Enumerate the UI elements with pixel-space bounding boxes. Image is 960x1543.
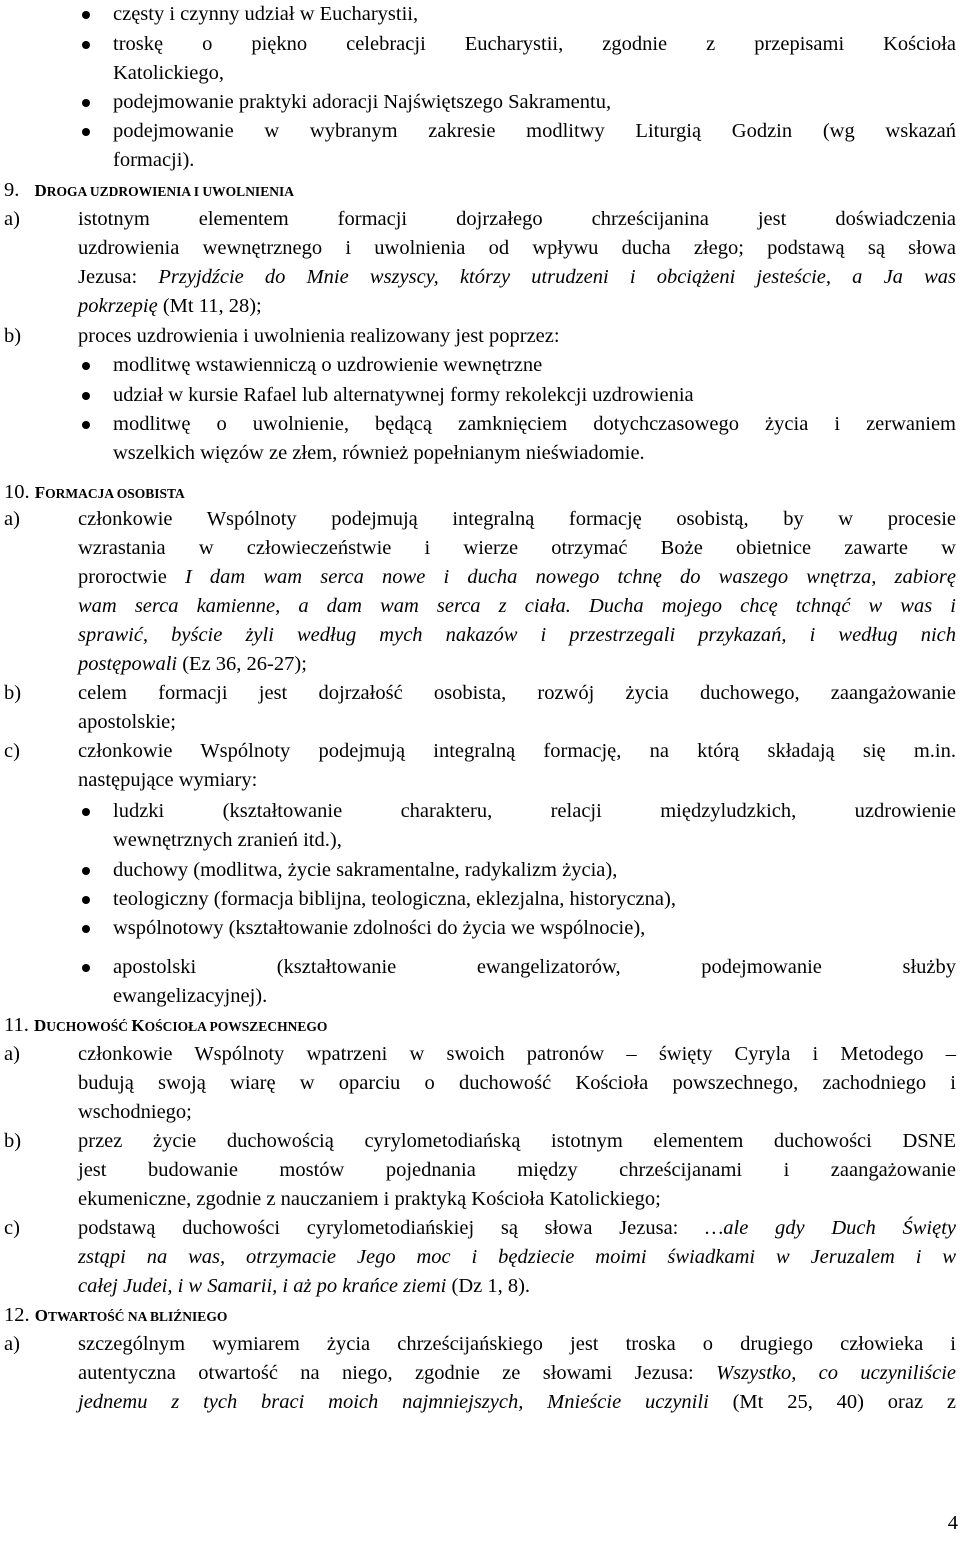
heading-rest: ROGA UZDROWIENIA I UWOLNIENIA [46, 184, 294, 199]
bullet-icon [82, 421, 90, 429]
paragraph-line: następujące wymiary: [78, 769, 258, 791]
paragraph-line: wzrastania w człowieczeństwie i wierze otrzymać Boże obietnice zawarte w [78, 537, 956, 559]
bullet-text: apostolski (kształtowanie ewangelizatorów, podejmowanie służby [113, 956, 956, 978]
paragraph-line: podstawą duchowości cyrylometodiańskiej są słowa Jezusa: …ale gdy Duch Święty [78, 1217, 956, 1239]
bullet-text: modlitwę o uwolnienie, będącą zamknięciem dotychczasowego życia i zerwaniem [113, 413, 956, 435]
bullet-icon [82, 392, 90, 400]
paragraph-line: członkowie Wspólnoty podejmują integralną formację, na którą składają się m.in. [78, 740, 956, 762]
heading-rest: TWARTOŚĆ NA BLIŹNIEGO [47, 1309, 228, 1324]
paragraph-line: wschodniego; [78, 1101, 192, 1123]
section-heading-11 [4, 1011, 327, 1041]
paragraph-line: pokrzepię (Mt 11, 28); [78, 295, 262, 317]
bullet-text-cont: wszelkich więzów ze złem, również popełnianym nieświadomie. [113, 442, 645, 464]
heading-initial: D [34, 181, 47, 200]
bullet-text-cont: Katolickiego, [113, 62, 225, 84]
bullet-text: udział w kursie Rafael lub alternatywnej formy rekolekcji uzdrowienia [113, 384, 694, 406]
bullet-text: teologiczny (formacja biblijna, teologiczna, eklezjalna, historyczna), [113, 888, 676, 910]
heading-rest: ORMACJA OSOBISTA [45, 486, 185, 501]
item-label: a) [4, 1333, 20, 1355]
paragraph-line: celem formacji jest dojrzałość osobista, rozwój życia duchowego, zaangażowanie [78, 682, 956, 704]
paragraph-line: budują swoją wiarę w oparciu o duchowość Kościoła powszechnego, zachodniego i [78, 1072, 956, 1094]
heading-initial: K [131, 1016, 145, 1035]
paragraph-line: ekumeniczne, zgodnie z nauczaniem i praktyką Kościoła Katolickiego; [78, 1188, 661, 1210]
section-number: 10. [4, 481, 30, 503]
item-label: a) [4, 1043, 20, 1065]
item-label: a) [4, 208, 20, 230]
bullet-icon [82, 925, 90, 933]
paragraph-line: członkowie Wspólnoty podejmują integralną formację osobistą, by w procesie [78, 508, 956, 530]
heading-rest: OŚCIOŁA POWSZECHNEGO [144, 1019, 328, 1034]
paragraph-line: członkowie Wspólnoty wpatrzeni w swoich patronów – święty Cyryla i Metodego – [78, 1043, 956, 1065]
bullet-icon [82, 867, 90, 875]
bullet-icon [82, 41, 90, 49]
item-label: c) [4, 1217, 20, 1239]
paragraph-line: wam serca kamienne, a dam wam serca z ciała. Ducha mojego chcę tchnąć w was i [78, 595, 956, 617]
bullet-icon [82, 99, 90, 107]
paragraph-line: przez życie duchowością cyrylometodiańską istotnym elementem duchowości DSNE [78, 1130, 956, 1152]
paragraph-line: postępowali (Ez 36, 26-27); [78, 653, 307, 675]
section-heading-9 [4, 176, 294, 206]
paragraph-line: szczególnym wymiarem życia chrześcijańskiego jest troska o drugiego człowieka i [78, 1333, 956, 1355]
section-heading-10 [4, 478, 185, 508]
section-number: 12. [4, 1304, 30, 1326]
bullet-text: podejmowanie praktyki adoracji Najświętszego Sakramentu, [113, 91, 612, 113]
bullet-icon [82, 808, 90, 816]
paragraph-line: sprawić, byście żyli według mych nakazów i przestrzegali przykazań, i według nich [78, 624, 956, 646]
bullet-icon [82, 896, 90, 904]
item-label: a) [4, 508, 20, 530]
bullet-text-cont: wewnętrznych zranień itd.), [113, 829, 342, 851]
bullet-text-cont: formacji). [113, 149, 195, 171]
heading-initial: D [34, 1016, 47, 1035]
item-label: c) [4, 740, 20, 762]
bullet-icon [82, 964, 90, 972]
paragraph-line: proces uzdrowienia i uwolnienia realizowany jest poprzez: [78, 325, 560, 347]
heading-initial: O [34, 1306, 48, 1325]
item-label: b) [4, 1130, 22, 1152]
bullet-text: podejmowanie w wybranym zakresie modlitwy Liturgią Godzin (wg wskazań [113, 120, 956, 142]
section-heading-12 [4, 1301, 227, 1331]
paragraph-line: uzdrowienia wewnętrznego i uwolnienia od wpływu ducha złego; podstawą są słowa [78, 237, 956, 259]
heading-initial: F [34, 483, 46, 502]
bullet-text: częsty i czynny udział w Eucharystii, [113, 3, 419, 25]
paragraph-line: istotnym elementem formacji dojrzałego chrześcijanina jest doświadczenia [78, 208, 956, 230]
heading-rest: UCHOWOŚĆ [46, 1019, 132, 1034]
paragraph-line: całej Judei, i w Samarii, i aż po krańce ziemi (Dz 1, 8). [78, 1275, 531, 1297]
bullet-icon [82, 362, 90, 370]
paragraph-line: proroctwie I dam wam serca nowe i ducha nowego tchnę do waszego wnętrza, zabiorę [78, 566, 957, 588]
item-label: b) [4, 325, 22, 347]
bullet-text: ludzki (kształtowanie charakteru, relacji międzyludzkich, uzdrowienie [113, 800, 956, 822]
paragraph-line: autentyczna otwartość na niego, zgodnie ze słowami Jezusa: Wszystko, co uczyniliście [78, 1362, 956, 1384]
bullet-text-cont: ewangelizacyjnej). [113, 985, 268, 1007]
bullet-text: troskę o piękno celebracji Eucharystii, zgodnie z przepisami Kościoła [113, 33, 956, 55]
bullet-icon [82, 128, 90, 136]
paragraph-line: apostolskie; [78, 711, 176, 733]
section-number: 11. [4, 1014, 29, 1036]
bullet-text: wspólnotowy (kształtowanie zdolności do życia we wspólnocie), [113, 917, 646, 939]
page-number: 4 [947, 1512, 958, 1534]
paragraph-line: jest budowanie mostów pojednania między chrześcijanami i zaangażowanie [78, 1159, 956, 1181]
bullet-text: modlitwę wstawienniczą o uzdrowienie wewnętrzne [113, 354, 543, 376]
paragraph-line: jednemu z tych braci moich najmniejszych, Mnieście uczynili (Mt 25, 40) oraz z [78, 1391, 957, 1413]
bullet-text: duchowy (modlitwa, życie sakramentalne, radykalizm życia), [113, 859, 618, 881]
bullet-icon [82, 11, 90, 19]
paragraph-line: Jezusa: Przyjdźcie do Mnie wszyscy, którzy utrudzeni i obciążeni jesteście, a Ja was [78, 266, 957, 288]
paragraph-line: zstąpi na was, otrzymacie Jego moc i będziecie moimi świadkami w Jeruzalem i w [78, 1246, 956, 1268]
section-number: 9. [4, 179, 20, 201]
item-label: b) [4, 682, 22, 704]
